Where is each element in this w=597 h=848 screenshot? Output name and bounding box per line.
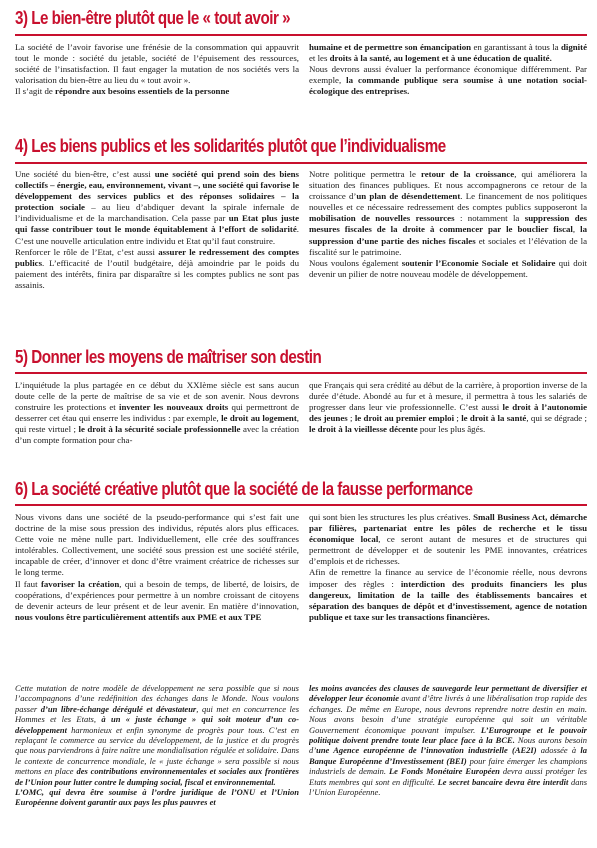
text-run: Nous devrons aussi évaluer la performance économique différemment. Par exemple, (309, 64, 587, 86)
bold-text-run: une société qui prend soin des biens collectifs – énergie, eau, environnement, vivant –, une société qui favorise le développement des services publics et des réponses solidaires – la protection sociale (15, 169, 299, 213)
paragraph (309, 258, 587, 280)
section-6-right-column (309, 512, 587, 677)
text-run: , (572, 224, 581, 235)
text-run: pour les plus âgés. (417, 424, 486, 435)
text-run: . L’efficacité de l’outil budgétaire, déjà amoindrie par le poids du paiement des intérêts, finira par disparaître si les comptes publics ne sont pas assainis. (15, 257, 299, 290)
text-run: Il s’agit de (15, 86, 56, 97)
text-run: L’inquiétude la plus partagée en ce début du XXIème siècle est sans aucun doute celle de la perte de maîtrise de sa vie et de son avenir. Nous devrons construire les protections et (15, 380, 299, 413)
bold-text-run: le droit au premier emploi (354, 413, 455, 424)
text-run: , qui améliorera la situation des finances publiques. Et nous accompagnerons ce retour de la croissance d’ (309, 169, 587, 202)
section-3-right-column (309, 42, 587, 128)
bold-text-run: la Banque Européenne d’Investissement (BEI) (309, 745, 587, 766)
text-run: Notre politique permettra le (309, 169, 421, 179)
bold-text-run: le droit à la sécurité sociale professionnelle (78, 424, 241, 435)
section-4-heading: 4) Les biens publics et les solidarités plutôt que l’individualisme (15, 135, 446, 156)
paragraph (309, 380, 587, 435)
bold-text-run: suppression des mesures fiscales de la droite à commencer par le bouclier fiscal (309, 213, 587, 235)
bold-text-run: le droit au logement (221, 413, 297, 424)
text-run: adossée à (536, 745, 581, 756)
bold-text-run: un plan de désendettement (356, 191, 461, 202)
text-run: ; (454, 413, 462, 424)
text-run: qui permettront de desserrer cet étau qui enserre les individus : par exemple, (15, 402, 299, 424)
text-run: Nous vivons dans une société de la pseudo-performance qui s’est fait une doctrine de la mise sous pression des individus, réputés alors plus efficaces. Cette voie ne mène nulle part. Individuellement, elle crée des souffrances intolérables. Collectivement, une société sous pression est une société stérile, incapable de créer, d’innover et donc d’être vraiment créatrice de richesses sur le long terme. (15, 512, 299, 578)
bold-text-run: Small Business Act, démarche par filières, partenariat entre les pôles de recherche et le tissu économique local (309, 512, 587, 545)
text-run: Afin de remettre la finance au service de l’économie réelle, nous devrons imposer des règles : (309, 567, 587, 589)
bold-text-run: Le secret bancaire devra être interdit (437, 776, 569, 787)
bold-text-run: nous voulons être particulièrement attentifs aux PME et aux TPE (15, 611, 262, 622)
text-run: Une société du bien-être, c’est aussi (15, 169, 155, 179)
paragraph (309, 683, 587, 797)
bold-text-run: un Etat plus juste qui fasse contribuer tout le monde équitablement à l’effort de solidarité (15, 213, 299, 235)
section-3-heading: 3) Le bien-être plutôt que le « tout avoir » (15, 7, 291, 28)
bold-text-run: L’Eurogroupe et le pouvoir politique doivent prendre toute leur place face à la BCE. (309, 724, 587, 746)
section-3-left-column (15, 42, 299, 128)
bold-text-run: droits à la santé, au logement et à une éducation de qualité. (329, 53, 552, 64)
section-4-right-column (309, 169, 587, 339)
text-run: Nous voulons également (309, 257, 402, 268)
section-6-heading: 6) La société créative plutôt que la société de la fausse performance (15, 478, 473, 499)
paragraph (15, 579, 299, 623)
section-5-heading: 5) Donner les moyens de maîtriser son destin (15, 346, 322, 367)
footer-left-column (15, 683, 299, 846)
bold-text-run: le droit à la santé (461, 413, 527, 424)
paragraph (15, 787, 299, 808)
text-run: Il faut (15, 578, 41, 589)
text-run: devra aussi protéger les Etats membres qui sont en difficulté. (309, 766, 587, 787)
text-run: . Le financement de nos politiques nouvelles et ce nécessaire redressement des comptes publics supposeront la (309, 191, 587, 213)
text-run: avec la création d’un compte formation pour cha- (15, 424, 299, 446)
text-run: . C’est une nouvelle articulation entre individu et Etat qu’il faut construire. (15, 224, 299, 246)
text-run: Nous aurons besoin d’ (309, 735, 587, 756)
text-run: , qui met en concurrence les Hommes et les Etats, (15, 703, 299, 725)
bold-text-run: les moins avancées des clauses de sauvegarde leur permettant de diversifier et développer leur économie (309, 683, 587, 704)
bold-text-run: Le Fonds Monétaire Européen (388, 766, 500, 777)
paragraph (309, 169, 587, 258)
bold-text-run: interdiction des produits financiers les plus dangereux, limitation de la taille des établissements bancaires et séparation des banques de dépôt et d’investissement, agence de notation publique et taxe sur les transactions financières. (309, 578, 587, 622)
text-run: avant d’être livrés à une libéralisation trop rapide des échanges. De même en Europe, nous devrons reprendre notre destin en main. Nous avons besoin d’une stratégie européenne qui soit un véritable Gouvernement économique pouvant impulser. (309, 693, 587, 735)
bold-text-run: le droit à la vieillesse décente (309, 424, 418, 435)
section-5-rule (15, 372, 587, 374)
bold-text-run: retour de la croissance (420, 169, 515, 179)
section-6-left-column (15, 512, 299, 677)
text-run: – au lieu d’abdiquer devant la spirale infernale de l’individualisme et de la marchandisation. Cela passe par (15, 202, 299, 224)
text-run: et les (309, 53, 330, 64)
text-run: ; (347, 413, 355, 424)
paragraph (309, 64, 587, 97)
text-run: Renforcer le rôle de l’Etat, c’est aussi (15, 246, 159, 257)
text-run: pour faire émerger les champions industriels de demain. (309, 755, 587, 777)
text-run: Cette mutation de notre modèle de développement ne sera possible que si nous l’accompagnons d’une redéfinition des échanges dans le Monde. Nous voulons passer (15, 683, 299, 714)
text-run: : notamment la (454, 213, 525, 224)
text-run: , qui reste virtuel ; (15, 413, 299, 435)
text-run: , qui a besoin de temps, de liberté, de loisirs, de coopérations, d’expériences pour permettre à un nombre croissant de citoyens de devenir acteurs de leur présent et de leur avenir. En matière d’innovation, (15, 578, 299, 611)
text-run: et sociales et l’élévation de la fiscalité sur le patrimoine. (309, 235, 587, 257)
text-run: , qui se dégrade ; (526, 413, 587, 424)
text-run: , ce seront autant de mesures et de structures qui permettront de développer et de soutenir les PME innovantes, créatrices d’emplois et de richesses. (309, 534, 587, 567)
bold-text-run: inventer les nouveaux droits (118, 402, 229, 413)
section-5-left-column (15, 380, 299, 472)
bold-text-run: d’un libre-échange dérégulé et dévastateur (40, 703, 197, 714)
bold-text-run: à un « juste échange » qui soit moteur d’un co-développement (15, 714, 299, 735)
bold-text-run: assurer le redressement des comptes publics (15, 246, 299, 268)
bold-text-run: favoriser la création (40, 578, 120, 589)
paragraph (15, 380, 299, 447)
bold-text-run: soutenir l’Economie Sociale et Solidaire (401, 257, 556, 268)
section-4-left-column (15, 169, 299, 339)
paragraph (15, 512, 299, 579)
bold-text-run: dignité (560, 42, 587, 52)
paragraph (15, 42, 299, 86)
text-run: en garantissant à tous la (471, 42, 561, 52)
bold-text-run: le droit à l’autonomie des jeunes (309, 402, 587, 424)
text-run: harmonieux et enfin synonyme de progrès pour tous. C’est en replaçant le commerce au service du développement, de la justice et du progrès que nous parviendrons à faire naître une mondialisation régulée et solidaire. Dans le contexte de concurrence mondiale, le « juste échange » sera possible si nous mettons en place (15, 724, 299, 777)
text-run: qui sont bien les structures les plus créatives. (309, 512, 474, 522)
bold-text-run: des contributions environnementales et sociales aux frontières de l’Union pour lutter contre le dumping social, fiscal et environnemental. (15, 766, 299, 787)
bold-text-run: humaine et de permettre son émancipation (309, 42, 472, 52)
paragraph (15, 86, 299, 97)
paragraph (15, 247, 299, 291)
paragraph (15, 169, 299, 247)
paragraph (15, 683, 299, 787)
paragraph (309, 512, 587, 567)
footer-right-column (309, 683, 587, 846)
bold-text-run: L’OMC, qui devra être soumise à l’ordre juridique de l’ONU et l’Union Européenne doivent garantir aux pays les plus pauvres et (15, 787, 299, 808)
paragraph (309, 567, 587, 622)
text-run: La société de l’avoir favorise une frénésie de la consommation qui appauvrit tout le monde : société du jetable, société de l’épuisement des ressources, société de l’insatisfaction. Il faut engager la mutation de nos sociétés vers la valorisation du bien-être au lieu du « tout avoir ». (15, 42, 299, 86)
bold-text-run: répondre aux besoins essentiels de la personne (55, 86, 230, 97)
bold-text-run: la commande publique sera soumise à une notation social-écologique des entreprises. (309, 75, 587, 97)
section-6-rule (15, 504, 587, 506)
bold-text-run: la suppression d’une partie des niches fiscales (309, 224, 587, 246)
paragraph (309, 42, 587, 64)
section-5-right-column (309, 380, 587, 472)
bold-text-run: mobilisation de nouvelles ressources (309, 213, 455, 224)
section-4-rule (15, 162, 587, 164)
text-run: dans l’Union Européenne. (309, 776, 587, 798)
section-3-rule (15, 34, 587, 36)
bold-text-run: une Agence européenne de l’innovation industrielle (AE2I) (316, 745, 537, 756)
text-run: qui doit devenir un pilier de notre nouveau modèle de développement. (309, 257, 587, 279)
text-run: que Français qui sera crédité au début de la carrière, à proportion inverse de la durée d’étude. Abondé au fur et à mesure, il permettra à tous les salariés de progresser dans leur vie professionnelle. C’est aussi (309, 380, 587, 413)
